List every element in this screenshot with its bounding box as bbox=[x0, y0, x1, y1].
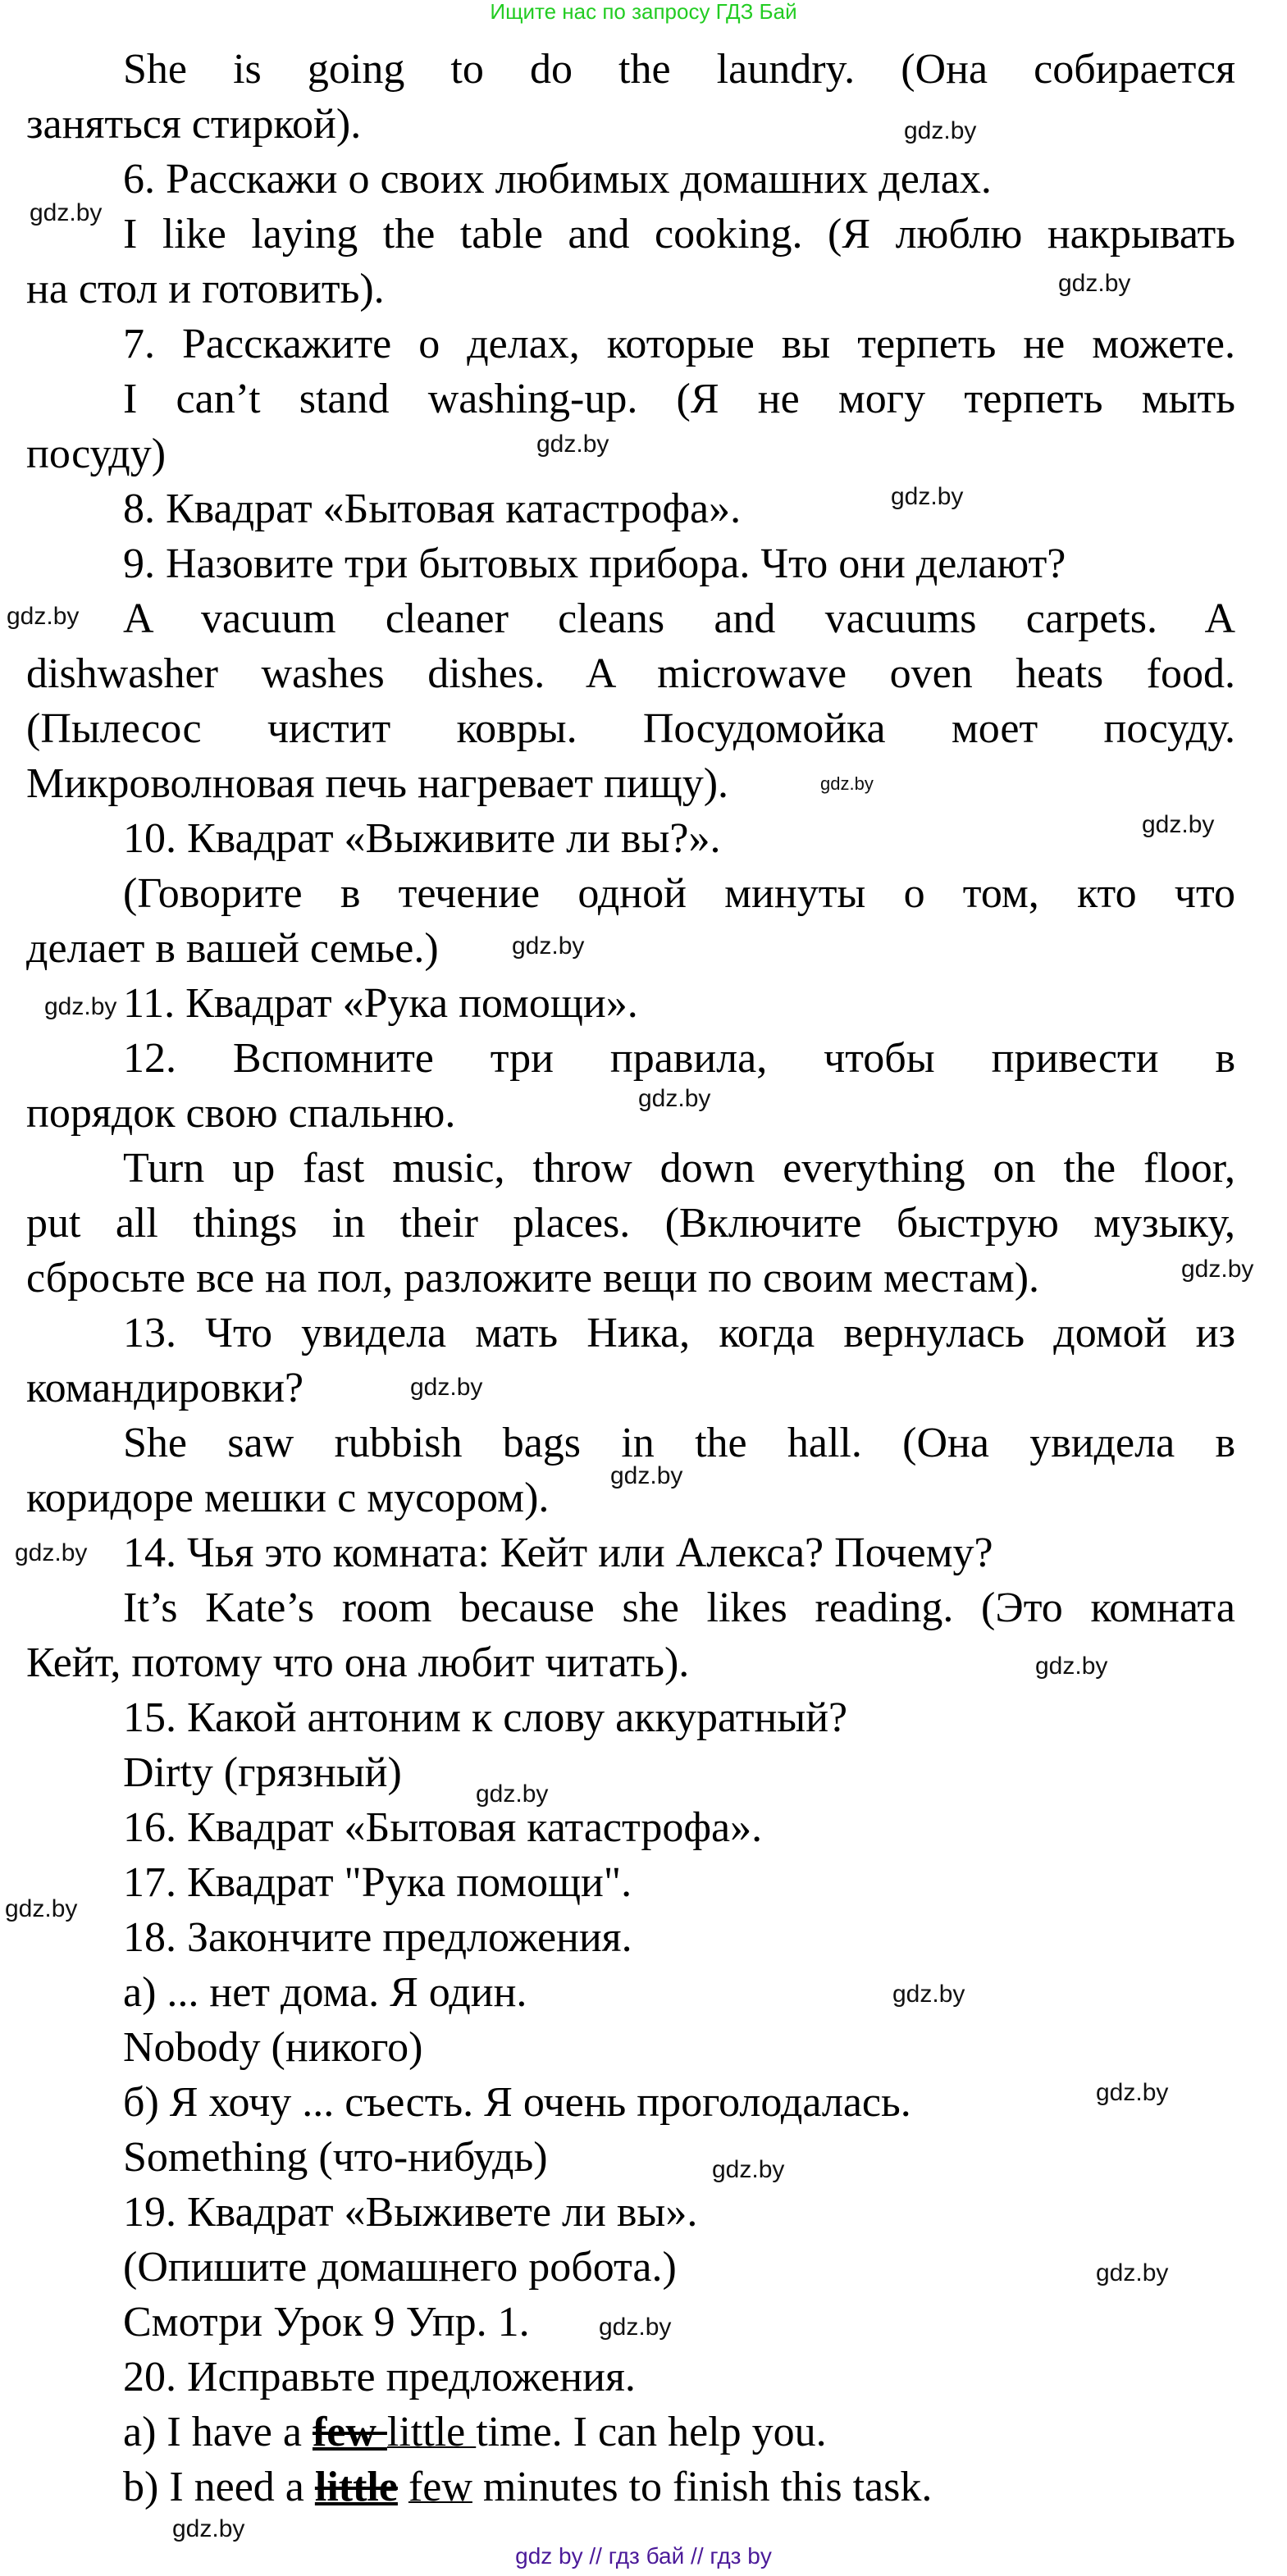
gdz-watermark: gdz.by bbox=[820, 773, 874, 794]
gdz-watermark: gdz.by bbox=[1181, 1256, 1254, 1283]
text-segment: a) I have a bbox=[123, 2409, 313, 2455]
text-line: 14. Чья это комната: Кейт или Алекса? Почему? bbox=[123, 1530, 993, 1576]
text-line: It’s Kate’s room because she likes reading. (Это комната bbox=[123, 1584, 1235, 1631]
text-line: коридоре мешки с мусором). bbox=[26, 1475, 550, 1521]
text-line: 8. Квадрат «Бытовая катастрофа». bbox=[123, 486, 742, 532]
search-hint-header: Ищите нас по запросу ГДЗ Бай bbox=[490, 0, 797, 24]
text-line: Смотри Урок 9 Упр. 1. bbox=[123, 2299, 530, 2346]
gdz-watermark: gdz.by bbox=[892, 1981, 965, 2008]
corrected-word: few bbox=[408, 2464, 472, 2510]
gdz-watermark: gdz.by bbox=[638, 1085, 711, 1112]
text-line: посуду) bbox=[26, 431, 167, 477]
text-line: сбросьте все на пол, разложите вещи по своим местам). bbox=[26, 1255, 1040, 1302]
text-line: Something (что-нибудь) bbox=[123, 2134, 548, 2181]
text-line bbox=[123, 2405, 827, 2460]
gdz-watermark: gdz.by bbox=[15, 1539, 88, 1566]
text-line: 16. Квадрат «Бытовая катастрофа». bbox=[123, 1804, 763, 1851]
gdz-watermark: gdz.by bbox=[1035, 1653, 1108, 1680]
text-line: порядок свою спальню. bbox=[26, 1090, 456, 1137]
text-line: командировки? bbox=[26, 1365, 304, 1411]
text-line: 10. Квадрат «Выживите ли вы?». bbox=[123, 815, 721, 862]
text-line: 11. Квадрат «Рука помощи». bbox=[123, 980, 638, 1027]
text-segment: minutes to finish this task. bbox=[472, 2464, 933, 2510]
gdz-watermark: gdz.by bbox=[7, 603, 80, 630]
gdz-watermark: gdz.by bbox=[712, 2156, 785, 2183]
text-line: put all things in their places. (Включите быструю музыку, bbox=[26, 1200, 1235, 1247]
gdz-watermark: gdz.by bbox=[44, 993, 117, 1020]
text-line: (Говорите в течение одной минуты о том, кто что bbox=[123, 870, 1235, 917]
struck-word: few bbox=[312, 2409, 387, 2455]
text-segment: time. I can help you. bbox=[476, 2409, 827, 2455]
gdz-watermark: gdz.by bbox=[599, 2314, 672, 2341]
gdz-watermark: gdz.by bbox=[1096, 2079, 1169, 2106]
text-line: A vacuum cleaner cleans and vacuums carpets. A bbox=[123, 595, 1235, 642]
text-line: Nobody (никого) bbox=[123, 2024, 423, 2071]
text-line: I can’t stand washing-up. (Я не могу терпеть мыть bbox=[123, 376, 1235, 422]
text-line: She saw rubbish bags in the hall. (Она увидела в bbox=[123, 1420, 1235, 1466]
text-line: заняться стиркой). bbox=[26, 101, 362, 148]
text-line bbox=[123, 2460, 932, 2514]
text-line: 20. Исправьте предложения. bbox=[123, 2354, 636, 2400]
text-line: 13. Что увидела мать Ника, когда вернулась домой из bbox=[123, 1310, 1235, 1356]
text-line: (Опишите домашнего робота.) bbox=[123, 2244, 677, 2291]
text-line: б) Я хочу ... съесть. Я очень проголодалась. bbox=[123, 2079, 911, 2126]
text-line: делает в вашей семье.) bbox=[26, 925, 439, 972]
gdz-watermark: gdz.by bbox=[1142, 811, 1215, 838]
site-footer: gdz by // гдз бай // гдз by bbox=[515, 2543, 772, 2569]
text-line: dishwasher washes dishes. A microwave oven heats food. bbox=[26, 650, 1235, 697]
gdz-watermark: gdz.by bbox=[410, 1374, 483, 1401]
gdz-watermark: gdz.by bbox=[30, 199, 103, 226]
text-line: 6. Расскажи о своих любимых домашних делах. bbox=[123, 156, 992, 203]
text-line: на стол и готовить). bbox=[26, 266, 385, 312]
text-line: 12. Вспомните три правила, чтобы привести в bbox=[123, 1035, 1235, 1082]
text-segment: b) I need a bbox=[123, 2464, 315, 2510]
text-line: Кейт, потому что она любит читать). bbox=[26, 1639, 690, 1686]
text-segment bbox=[398, 2464, 408, 2510]
text-line: 18. Закончите предложения. bbox=[123, 1914, 632, 1961]
gdz-watermark: gdz.by bbox=[891, 483, 964, 510]
text-line: Turn up fast music, throw down everything on the floor, bbox=[123, 1145, 1235, 1192]
gdz-watermark: gdz.by bbox=[512, 932, 585, 960]
gdz-watermark: gdz.by bbox=[5, 1895, 78, 1922]
gdz-watermark: gdz.by bbox=[1058, 270, 1131, 297]
text-line: 19. Квадрат «Выживете ли вы». bbox=[123, 2189, 698, 2236]
text-line: I like laying the table and cooking. (Я люблю накрывать bbox=[123, 211, 1235, 258]
struck-word: little bbox=[314, 2464, 398, 2510]
text-line: 9. Назовите три бытовых прибора. Что они делают? bbox=[123, 540, 1066, 587]
text-line: 7. Расскажите о делах, которые вы терпеть не можете. bbox=[123, 321, 1235, 367]
gdz-watermark: gdz.by bbox=[536, 431, 609, 458]
text-line: Dirty (грязный) bbox=[123, 1749, 402, 1796]
gdz-watermark: gdz.by bbox=[476, 1780, 549, 1808]
gdz-watermark: gdz.by bbox=[1096, 2259, 1169, 2286]
text-line: Микроволновая печь нагревает пищу). bbox=[26, 760, 729, 807]
text-line: а) ... нет дома. Я один. bbox=[123, 1969, 527, 2016]
corrected-word: little bbox=[386, 2409, 477, 2455]
text-line: 15. Какой антоним к слову аккуратный? bbox=[123, 1694, 848, 1741]
gdz-watermark: gdz.by bbox=[610, 1462, 683, 1489]
gdz-watermark: gdz.by bbox=[172, 2515, 245, 2542]
gdz-watermark: gdz.by bbox=[904, 117, 977, 144]
text-line: She is going to do the laundry. (Она собирается bbox=[123, 46, 1235, 93]
text-line: 17. Квадрат "Рука помощи". bbox=[123, 1859, 632, 1906]
text-line: (Пылесос чистит ковры. Посудомойка моет посуду. bbox=[26, 705, 1235, 752]
